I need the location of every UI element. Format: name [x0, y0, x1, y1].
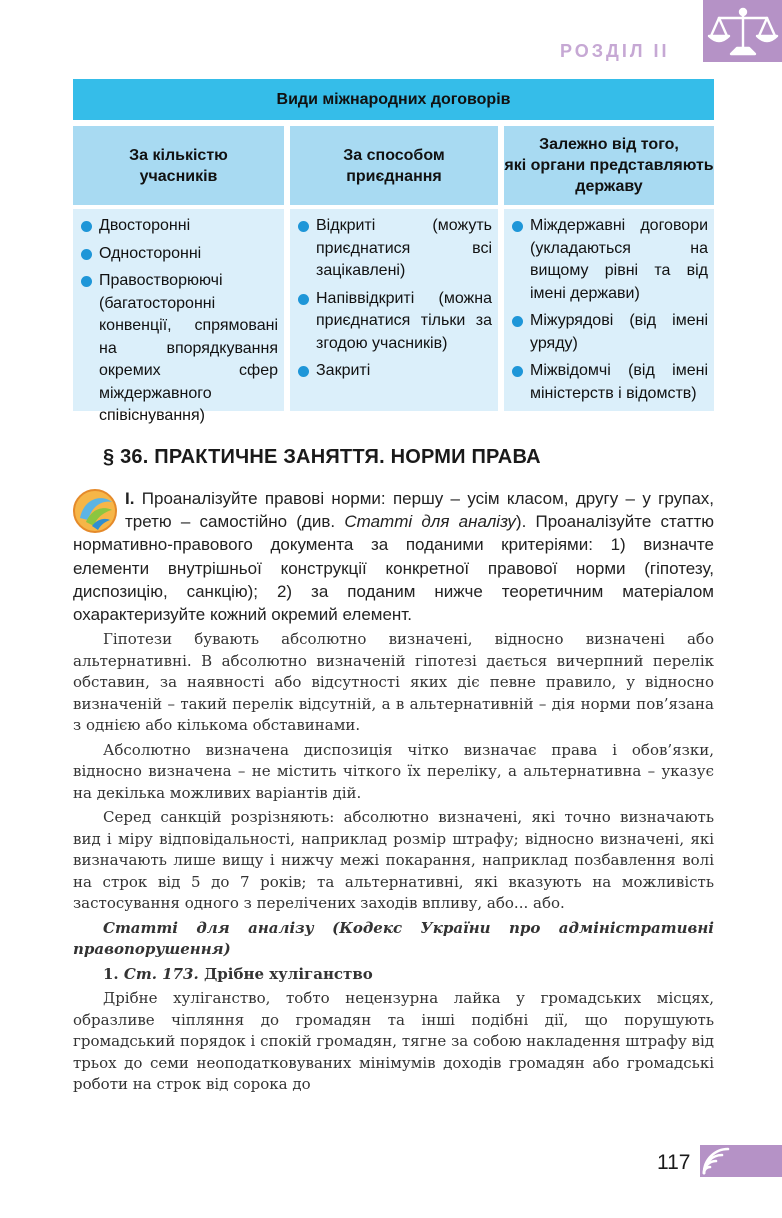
icon-spacer — [73, 487, 125, 531]
list-item: Відкриті (можуть приєднатися всі зацікавлені) — [316, 215, 492, 283]
column-heading-participants: За кількістю учасників — [73, 126, 284, 205]
task-number: I. — [125, 489, 135, 508]
list-item: Міжвідомчі (від імені міністерств і відомств) — [530, 360, 708, 405]
list-item: Закриті — [316, 360, 492, 383]
list-item: Міждержавні договори (укладаються на вищому рівні та від імені держави) — [530, 215, 708, 305]
list-item: Правостворюючі (багатосторонні конвенції, спрямовані на впорядкування окремих сфер міждержавного співіснування) — [99, 270, 278, 428]
column-body-representation — [504, 209, 714, 411]
waves-icon — [702, 1146, 748, 1176]
article-title — [73, 964, 714, 986]
column-heading-accession: За способом приєднання — [290, 126, 498, 205]
article-number: 1. — [103, 964, 119, 983]
task-text-start: Проаналізуйте правові норми: першу – усім класом, другу – у групах, третю – самостійно (див. — [125, 489, 714, 532]
article-name: Дрібне хуліганство — [203, 964, 373, 983]
bullet-list — [530, 215, 708, 405]
section-label: РОЗДІЛ II — [560, 41, 670, 61]
scales-icon — [707, 4, 779, 60]
sources-heading: Статті для аналізу (Кодекс України про адміністративні правопорушення) — [73, 918, 714, 958]
section-heading: § 36. ПРАКТИЧНЕ ЗАНЯТТЯ. НОРМИ ПРАВА — [103, 446, 541, 468]
paragraph-hypotheses: Гіпотези бувають абсолютно визначені, відносно визначені або альтернативні. В абсолютно визначеній гіпотезі дається вичерпний перелік обставин, за наявності або відсутності яких діє певне правило, у відносно визначеній – такий перелік відсутній, а в альтернативній – дія норми пов’язана з однією або кількома обставинами. — [73, 630, 714, 734]
list-item: Міжурядові (від імені уряду) — [530, 310, 708, 355]
list-item: Двосторонні — [99, 215, 278, 238]
page-number: 117 — [657, 1151, 691, 1174]
column-body-participants — [73, 209, 284, 424]
task-text-end: ). Проаналізуйте статтю нормативно-правового документа за поданими критеріями: 1) визначте елементи внутрішньої конструкції конкретної правової норми (гіпотезу, диспозицію, санкцію); 2) за поданим нижче теоретичним матеріалом охарактеризуйте кожний окремий елемент. — [73, 512, 714, 625]
table-title: Види міжнародних договорів — [73, 79, 714, 120]
column-heading-representation: Залежно від того, які органи представляють державу — [504, 126, 714, 205]
paragraph-dispositions: Абсолютно визначена диспозиція чітко визначає права і обов’язки, відносно визначена – не містить чіткого їх переліку, а альтернативна – указує на декілька можливих варіантів дій. — [73, 740, 714, 802]
list-item: Напіввідкриті (можна приєднатися тільки за згодою учасників) — [316, 288, 492, 356]
task-text-italic: Статті для аналізу — [344, 512, 516, 532]
theory-text — [73, 629, 714, 1099]
task-paragraph — [73, 487, 714, 626]
column-body-accession — [290, 209, 498, 411]
article-text: Дрібне хуліганство, тобто нецензурна лайка у громадських місцях, образливе чіпляння до громадян та інші подібні дії, що порушують громадський порядок і спокій громадян, тягне за собою накладення штрафу від трьох до семи неоподатковуваних мінімумів доходів громадян або громадські роботи на строк від сорока до — [73, 989, 715, 1093]
bullet-list — [316, 215, 492, 383]
list-item: Односторонні — [99, 243, 278, 266]
paragraph-sanctions: Серед санкцій розрізняють: абсолютно визначені, які точно визначають вид і міру відповідальності, наприклад розмір штрафу; відносно визначені, які визначають лише вищу і нижчу межі покарання, наприклад позбавлення волі на строк від 5 до 7 років; та альтернативні, які вказують на можливість застосування одного з перелічених заходів впливу, або... або. — [73, 808, 714, 912]
article-ref: Ст. 173. — [123, 964, 199, 983]
bullet-list — [99, 215, 278, 428]
